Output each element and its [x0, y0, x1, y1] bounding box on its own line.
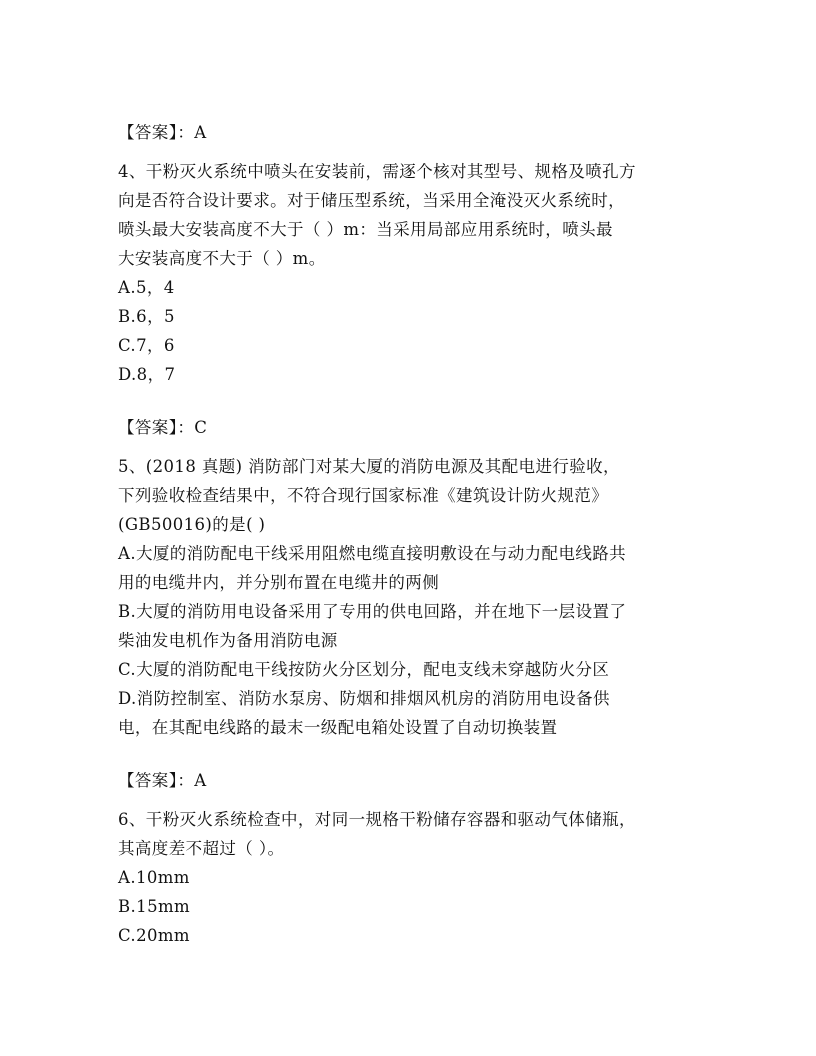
question-6-text-line-1: 6、干粉灭火系统检查中，对同一规格干粉储存容器和驱动气体储瓶，	[118, 810, 636, 829]
question-5-option-b-line-1: B.大厦的消防用电设备采用了专用的供电回路，并在地下一层设置了	[118, 602, 627, 621]
question-6-option-a: A.10mm	[118, 868, 190, 887]
spacer	[118, 442, 698, 452]
spacer	[118, 742, 698, 766]
question-6-option-b: B.15mm	[118, 897, 191, 916]
question-5-option-a-line-2: 用的电缆井内，并分别布置在电缆井的两侧	[118, 573, 440, 592]
question-5-option-c: C.大厦的消防配电干线按防火分区划分，配电支线未穿越防火分区	[118, 660, 610, 679]
answer-label-q3: 【答案】：A	[118, 123, 207, 142]
document-page	[118, 118, 698, 950]
spacer	[118, 389, 698, 413]
question-4-option-d: D.8，7	[118, 365, 176, 384]
question-5-text-line-3: (GB50016)的是( )	[118, 515, 266, 534]
question-5	[118, 452, 698, 742]
question-5-option-d-line-1: D.消防控制室、消防水泵房、防烟和排烟风机房的消防用电设备供	[118, 689, 610, 708]
question-4-text-line-1: 4、干粉灭火系统中喷头在安装前，需逐个核对其型号、规格及喷孔方	[118, 162, 636, 181]
question-4-text-line-2: 向是否符合设计要求。对于储压型系统，当采用全淹没灭火系统时，	[118, 191, 625, 210]
answer-label-q5: 【答案】：A	[118, 771, 207, 790]
question-5-text-line-2: 下列验收检查结果中，不符合现行国家标准《建筑设计防火规范》	[118, 486, 609, 505]
answer-label-q4: 【答案】：C	[118, 418, 208, 437]
question-4-text-line-4: 大安装高度不大于（ ）m。	[118, 249, 326, 268]
question-5-option-d-line-2: 电，在其配电线路的最末一级配电箱处设置了自动切换装置	[118, 718, 558, 737]
question-6	[118, 805, 698, 950]
question-5-option-b-line-2: 柴油发电机作为备用消防电源	[118, 631, 338, 650]
question-6-text-line-2: 其高度差不超过（ ）。	[118, 839, 285, 858]
question-4-text-line-3: 喷头最大安装高度不大于（ ）m：当采用局部应用系统时，喷头最	[118, 220, 613, 239]
question-5-option-a-line-1: A.大厦的消防配电干线采用阻燃电缆直接明敷设在与动力配电线路共	[118, 544, 627, 563]
question-6-option-c: C.20mm	[118, 926, 190, 945]
spacer	[118, 795, 698, 805]
question-4-option-a: A.5，4	[118, 278, 175, 297]
spacer	[118, 147, 698, 157]
question-4	[118, 157, 698, 389]
question-4-option-b: B.6，5	[118, 307, 175, 326]
question-5-text-line-1: 5、(2018 真题) 消防部门对某大厦的消防电源及其配电进行验收，	[118, 457, 620, 476]
question-4-option-c: C.7，6	[118, 336, 175, 355]
